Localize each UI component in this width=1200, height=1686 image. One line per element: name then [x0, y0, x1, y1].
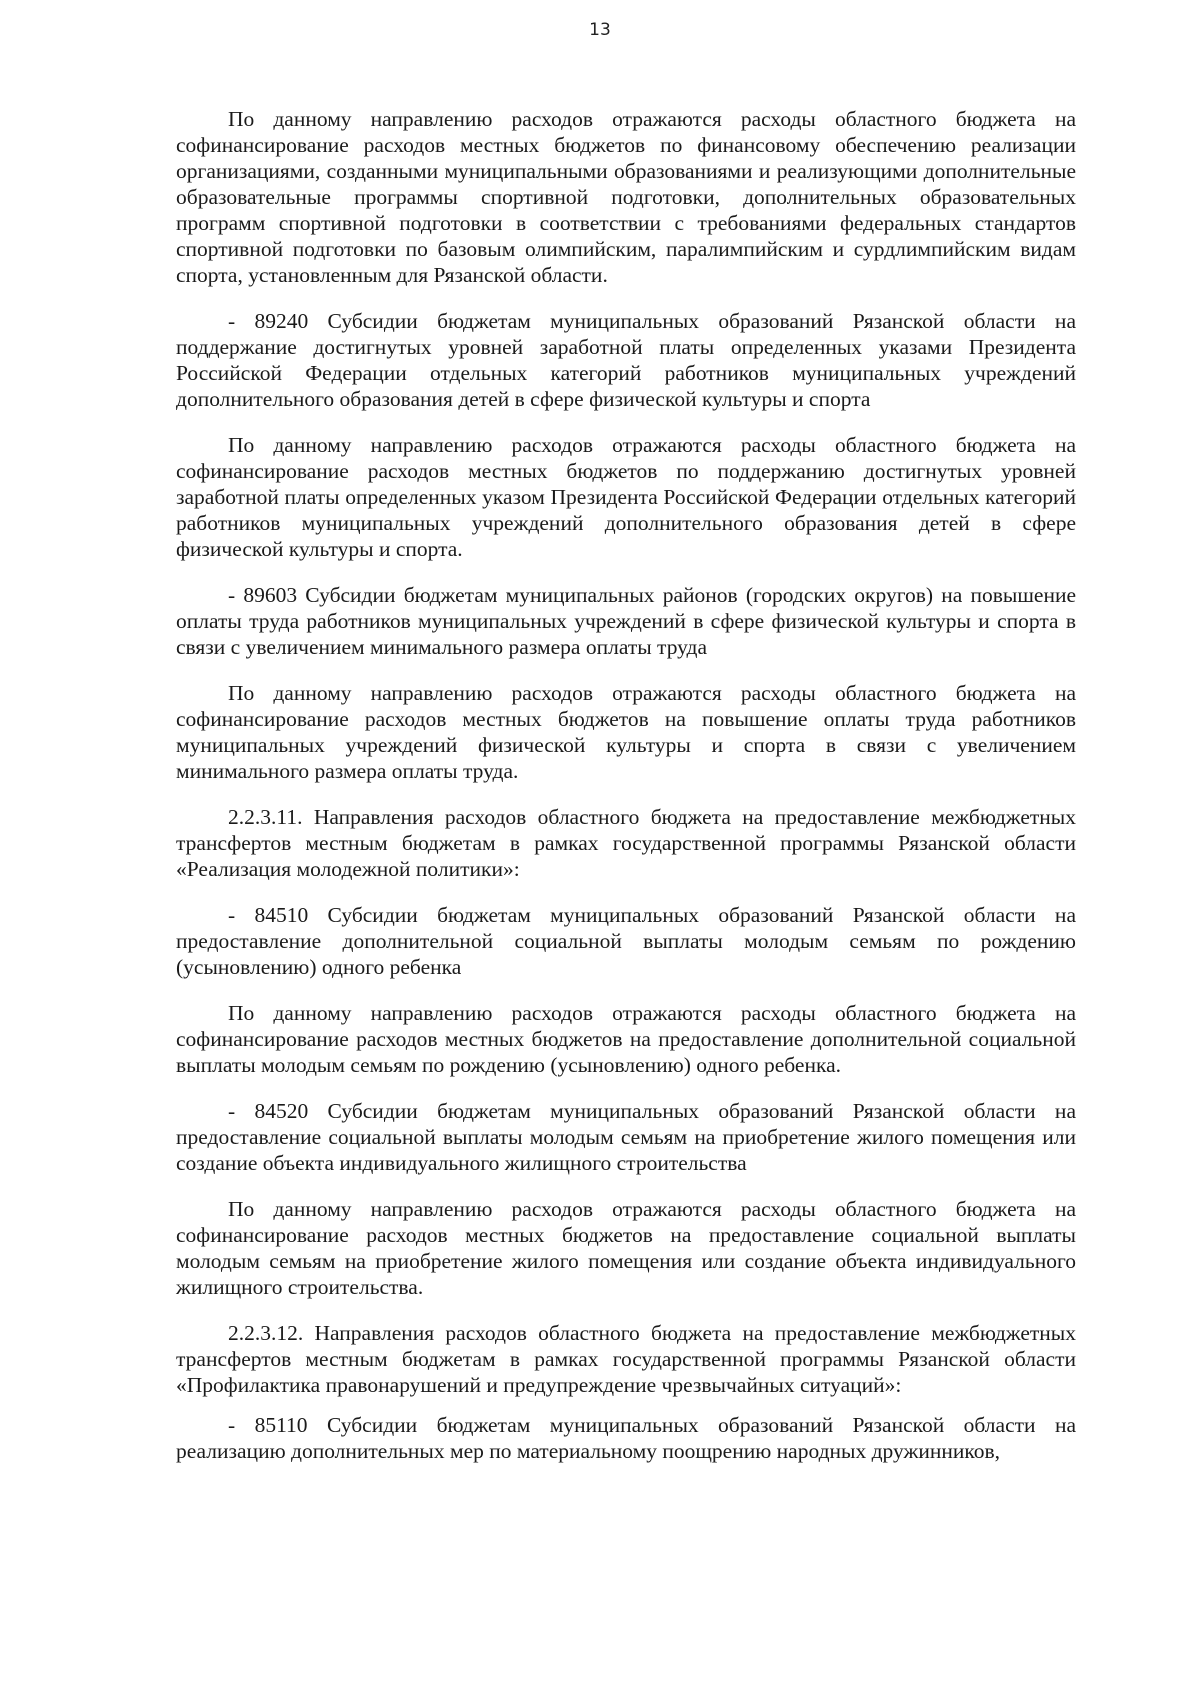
paragraph-expense-description: По данному направлению расходов отражаются расходы областного бюджета на софинансирование расходов местных бюджетов на предоставление социальной выплаты молодым семьям на приобретение жилого помещения или создание объекта индивидуального жилищного строительства.: [176, 1197, 1076, 1299]
paragraph-expense-description: По данному направлению расходов отражаются расходы областного бюджета на софинансирование расходов местных бюджетов на повышение оплаты труда работников муниципальных учреждений физической культуры и спорта в связи с увеличением минимального размера оплаты труда.: [176, 681, 1076, 783]
paragraph-item-89240: - 89240 Субсидии бюджетам муниципальных образований Рязанской области на поддержание достигнутых уровней заработной платы определенных указами Президента Российской Федерации отдельных категорий работников муниципальных учреждений дополнительного образования детей в сфере физической культуры и спорта: [176, 309, 1076, 411]
paragraph-expense-description: По данному направлению расходов отражаются расходы областного бюджета на софинансирование расходов местных бюджетов по поддержанию достигнутых уровней заработной платы определенных указом Президента Российской Федерации отдельных категорий работников муниципальных учреждений дополнительного образования детей в сфере физической культуры и спорта.: [176, 433, 1076, 561]
page-number: 13: [589, 20, 611, 40]
document-body: [176, 106, 1076, 1484]
paragraph-item-84520: - 84520 Субсидии бюджетам муниципальных образований Рязанской области на предоставление социальной выплаты молодым семьям на приобретение жилого помещения или создание объекта индивидуального жилищного строительства: [176, 1099, 1076, 1175]
paragraph-item-89603: - 89603 Субсидии бюджетам муниципальных районов (городских округов) на повышение оплаты труда работников муниципальных учреждений в сфере физической культуры и спорта в связи с увеличением минимального размера оплаты труда: [176, 583, 1076, 659]
paragraph-section-2-2-3-11: 2.2.3.11. Направления расходов областного бюджета на предоставление межбюджетных трансфертов местным бюджетам в рамках государственной программы Рязанской области «Реализация молодежной политики»:: [176, 805, 1076, 881]
paragraph-item-85110: - 85110 Субсидии бюджетам муниципальных образований Рязанской области на реализацию дополнительных мер по материальному поощрению народных дружинников,: [176, 1413, 1076, 1463]
paragraph-expense-description: По данному направлению расходов отражаются расходы областного бюджета на софинансирование расходов местных бюджетов на предоставление дополнительной социальной выплаты молодым семьям по рождению (усыновлению) одного ребенка.: [176, 1001, 1076, 1077]
paragraph-expense-description: По данному направлению расходов отражаются расходы областного бюджета на софинансирование расходов местных бюджетов по финансовому обеспечению реализации организациями, созданными муниципальными образованиями и реализующими дополнительные образовательные программы спортивной подготовки, дополнительных образовательных программ спортивной подготовки в соответствии с требованиями федеральных стандартов спортивной подготовки по базовым олимпийским, паралимпийским и сурдлимпийским видам спорта, установленным для Рязанской области.: [176, 107, 1076, 287]
paragraph-section-2-2-3-12: 2.2.3.12. Направления расходов областного бюджета на предоставление межбюджетных трансфертов местным бюджетам в рамках государственной программы Рязанской области «Профилактика правонарушений и предупреждение чрезвычайных ситуаций»:: [176, 1321, 1076, 1397]
paragraph-item-84510: - 84510 Субсидии бюджетам муниципальных образований Рязанской области на предоставление дополнительной социальной выплаты молодым семьям по рождению (усыновлению) одного ребенка: [176, 903, 1076, 979]
